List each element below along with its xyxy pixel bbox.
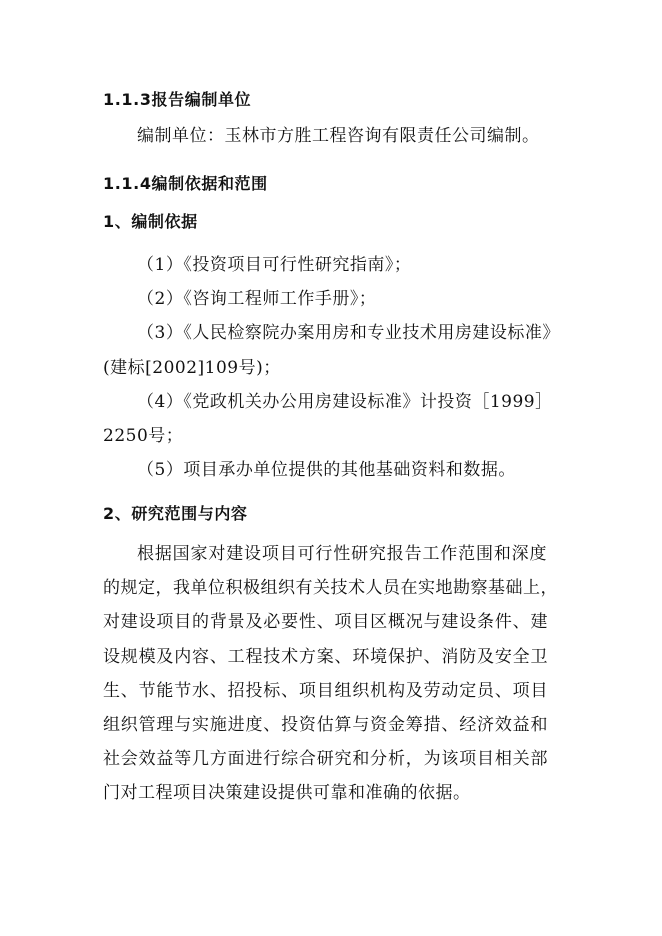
- section-heading-1-1-4: 1.1.4编制依据和范围: [103, 174, 268, 193]
- section-heading-1-1-3: 1.1.3报告编制单位: [103, 90, 252, 109]
- basis-item-continuation: 2250号；: [103, 426, 184, 446]
- basis-item: （1）《投资项目可行性研究指南》；: [137, 255, 412, 275]
- scope-heading: 2、研究范围与内容: [103, 504, 248, 523]
- scope-paragraph-line: 设规模及内容、工程技术方案、环境保护、消防及安全卫: [103, 647, 548, 667]
- scope-paragraph-line: 根据国家对建设项目可行性研究报告工作范围和深度: [137, 544, 547, 564]
- compiling-unit-text: 编制单位：玉林市方胜工程咨询有限责任公司编制。: [137, 126, 540, 146]
- scope-paragraph-line: 的规定，我单位积极组织有关技术人员在实地勘察基础上，: [103, 578, 558, 598]
- scope-paragraph-line: 社会效益等几方面进行综合研究和分析，为该项目相关部: [103, 749, 548, 769]
- basis-item: （2）《咨询工程师工作手册》；: [137, 289, 377, 309]
- basis-item: （5）项目承办单位提供的其他基础资料和数据。: [137, 460, 516, 480]
- basis-item-continuation: (建标[2002]109号)；: [103, 358, 281, 378]
- scope-paragraph-line: 对建设项目的背景及必要性、项目区概况与建设条件、建: [103, 612, 548, 632]
- basis-item: （4）《党政机关办公用房建设标准》计投资［1999］: [137, 392, 553, 412]
- basis-item: （3）《人民检察院办案用房和专业技术用房建设标准》: [137, 323, 560, 343]
- basis-heading: 1、编制依据: [103, 212, 198, 231]
- scope-paragraph-line: 生、节能节水、招投标、项目组织机构及劳动定员、项目: [103, 681, 548, 701]
- scope-paragraph-line: 门对工程项目决策建设提供可靠和准确的依据。: [103, 783, 471, 803]
- scope-paragraph-line: 组织管理与实施进度、投资估算与资金筹措、经济效益和: [103, 715, 548, 735]
